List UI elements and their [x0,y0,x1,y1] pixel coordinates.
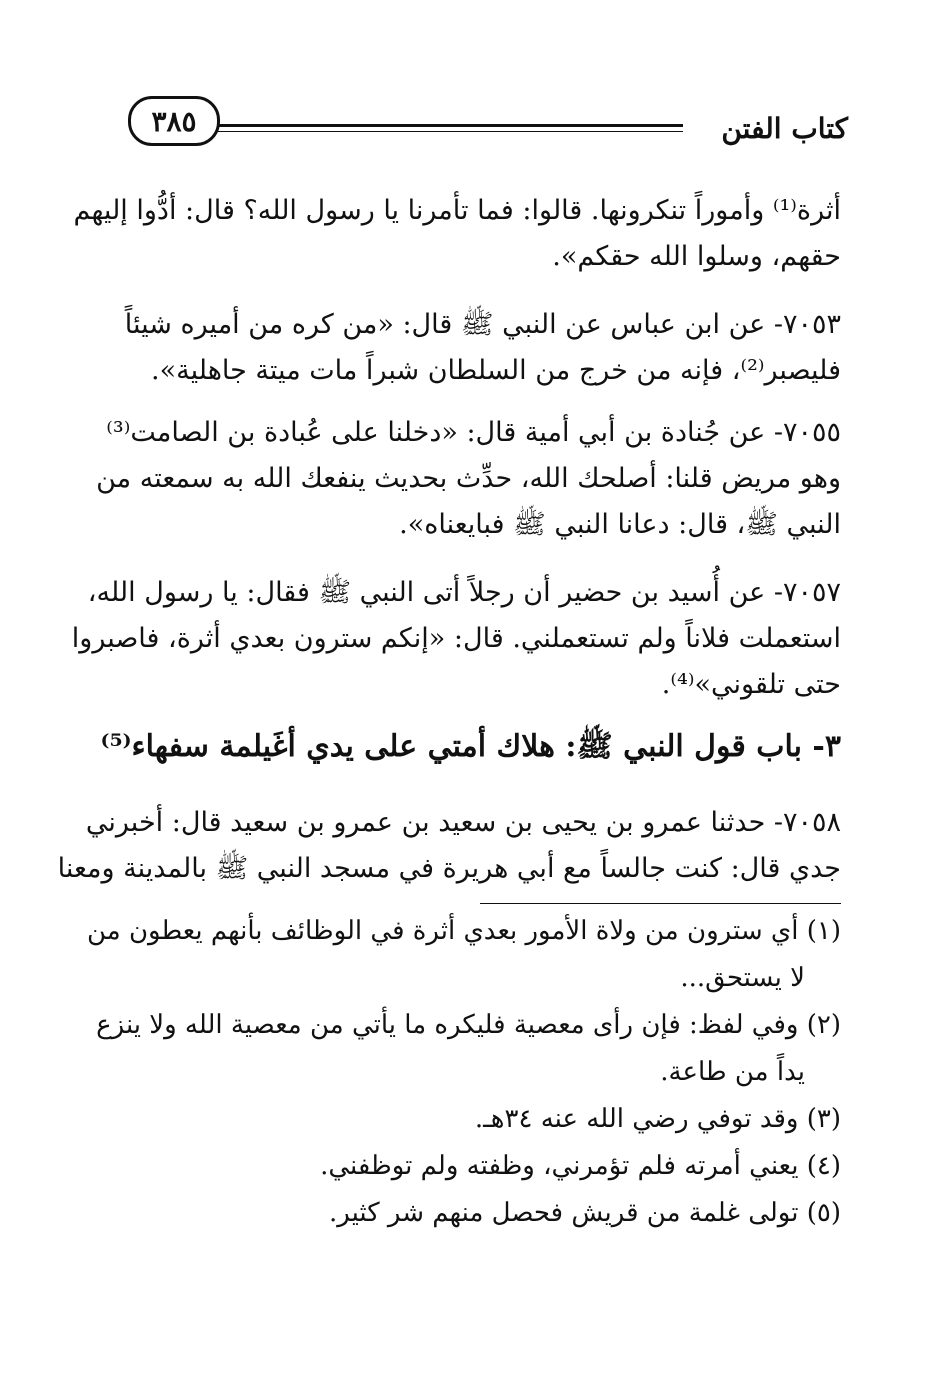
footnote-line: (٣) وقد توفي رضي الله عنه ٣٤هـ. [474,1104,841,1134]
text-line: فليصبر⁽²⁾، فإنه من خرج من السلطان شبراً مات ميتة جاهلية». [151,355,841,386]
book-title: كتاب الفتن [721,112,848,145]
text-line: النبي ﷺ، قال: دعانا النبي ﷺ فبايعناه». [399,509,841,540]
text-line: وهو مريض قلنا: أصلحك الله، حدِّث بحديث ينفعك الله به سمعته من [96,463,841,494]
footnote-line: (٢) وفي لفظ: فإن رأى معصية فليكره ما يأتي من معصية الله ولا ينزع [96,1010,841,1040]
paragraph-3 [96,410,841,548]
paragraph-2 [124,302,841,394]
text-line: أثرة⁽¹⁾ وأموراً تنكرونها. قالوا: فما تأمرنا يا رسول الله؟ قال: أدُّوا إليهم [73,195,841,226]
footnote-line: (٥) تولى غلمة من قريش فحصل منهم شر كثير. [328,1198,841,1228]
text-line: ٧٠٥٨- حدثنا عمرو بن يحيى بن سعيد بن عمرو بن سعيد قال: أخبرني [85,807,841,838]
footnote-line: يداً من طاعة. [660,1057,805,1087]
header-rule-thick [188,124,683,127]
text-line: ٧٠٥٣- عن ابن عباس عن النبي ﷺ قال: «من كره من أميره شيئاً [124,309,841,340]
paragraph-4 [71,570,841,708]
text-line: حقهم، وسلوا الله حقكم». [552,241,841,272]
text-line: استعملت فلاناً ولم تستعملني. قال: «إنكم سترون بعدي أثرة، فاصبروا [71,623,841,654]
text-line: ٧٠٥٧- عن أُسيد بن حضير أن رجلاً أتى النبي ﷺ فقال: يا رسول الله، [87,577,841,608]
footnote-line: (١) أي سترون من ولاة الأمور بعدي أثرة في الوظائف بأنهم يعطون من [86,916,841,946]
text-line: جدي قال: كنت جالساً مع أبي هريرة في مسجد النبي ﷺ بالمدينة ومعنا [57,853,841,884]
chapter-heading: ٣- باب قول النبي ﷺ: هلاك أمتي على يدي أغَيلمة سفهاء⁽⁵⁾ [100,729,841,764]
text-line: ٧٠٥٥- عن جُنادة بن أبي أمية قال: «دخلنا على عُبادة بن الصامت⁽³⁾ [106,417,841,448]
text-line: حتى تلقوني»⁽⁴⁾. [661,669,841,700]
footnote-divider [480,903,841,904]
header-rule [188,124,683,138]
paragraph-1 [73,188,841,280]
page-header [128,88,848,158]
page-number: ٣٨٥ [128,96,220,146]
header-rule-thin [188,131,683,132]
footnotes [86,908,841,1237]
footnote-line: (٤) يعني أمرته فلم تؤمرني، وظفته ولم توظفني. [320,1151,841,1181]
footnote-line: لا يستحق... [680,963,805,993]
paragraph-5 [57,800,841,892]
